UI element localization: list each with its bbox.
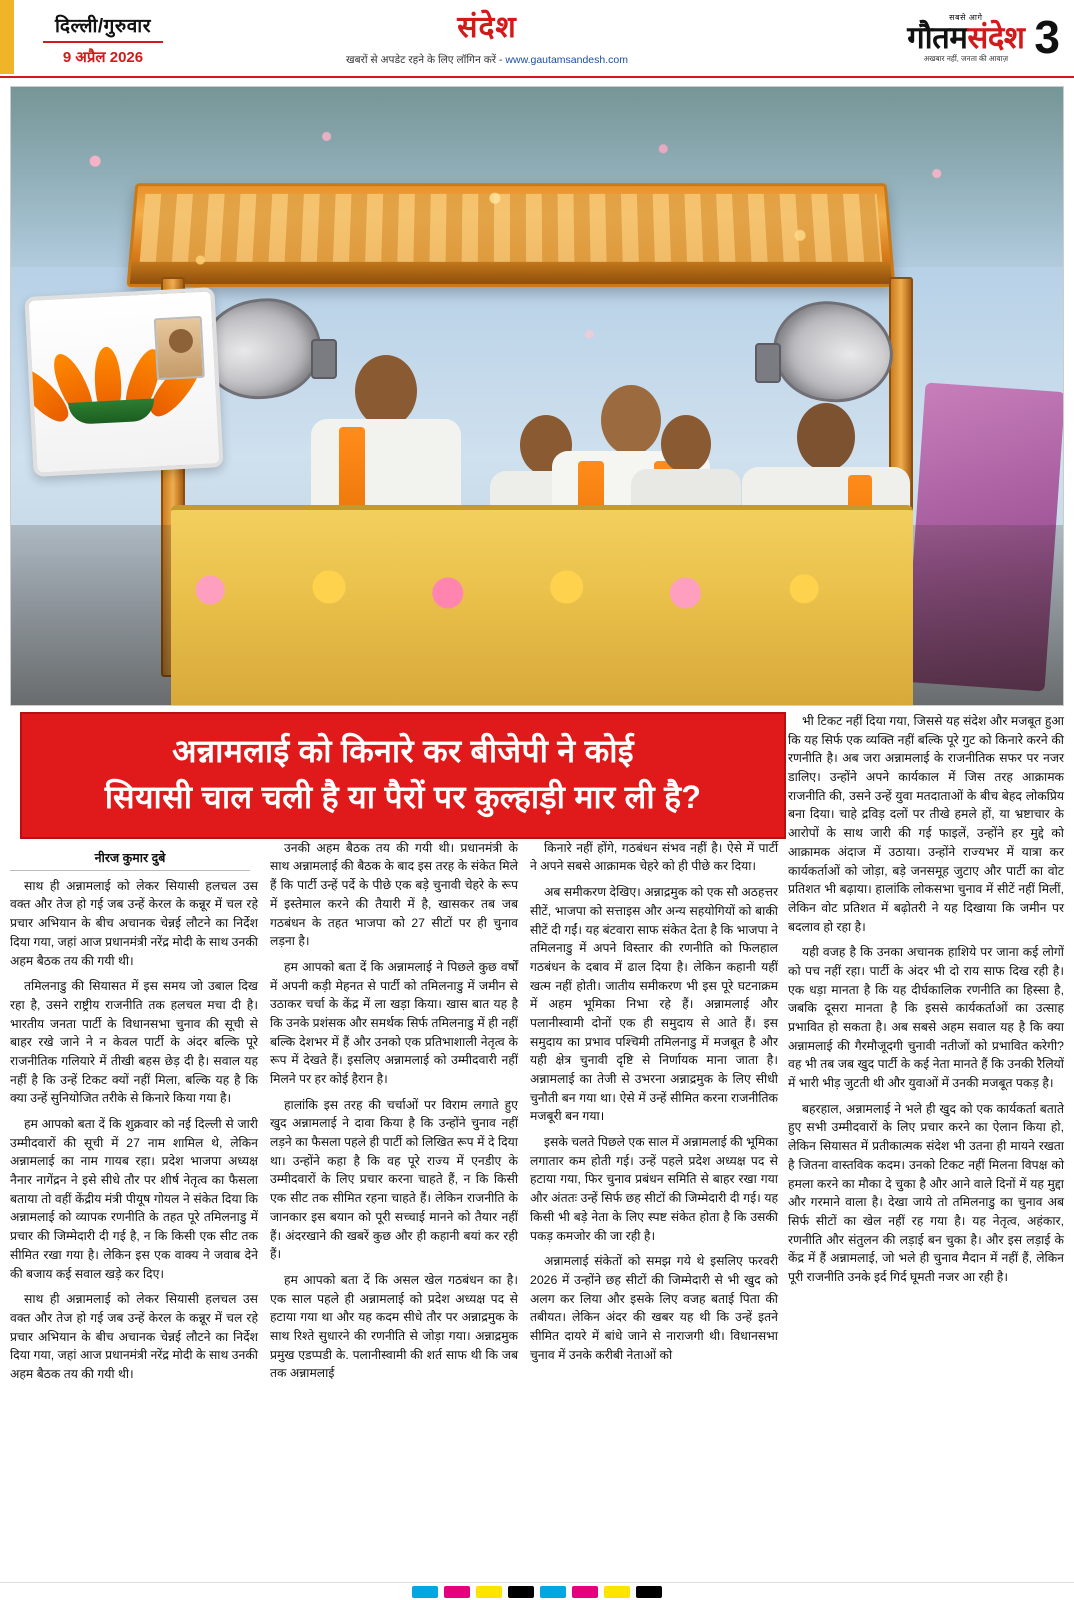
tagline-text: खबरों से अपडेट रहने के लिए लॉगिन करें - bbox=[346, 54, 503, 66]
paragraph: बहरहाल, अन्नामलाई ने भले ही खुद को एक कार्यकर्ता बताते हुए सभी उम्मीदवारों के लिए प्रचार करने का ऐलान किया हो, लेकिन सियासत में प्रतीकात्मक संदेश भी उतना ही मायने रखता है जितना वास्तविक कदम। उनको टिकट नहीं मिलना विपक्ष को हमला करने का मौका दे चुका है और आने वाले दिनों में यह मुद्दा और गरमाने वाला है। देखा जाये तो तमिलनाडु का चुनाव अब सिर्फ सीटों का खेल नहीं रह गया है। यह नेतृत्व, अहंकार, रणनीति और संतुलन की लड़ाई बन चुका है। और इस लड़ाई के केंद्र में हैं अन्नामलाई, जो भले ही चुनाव मैदान में नहीं हैं, लेकिन पूरी राजनीति उनके इर्द गिर्द घूमती नजर आ रही है। bbox=[788, 1101, 1064, 1284]
lotus-icon bbox=[44, 324, 169, 420]
cmyk-swatch-yellow bbox=[476, 1586, 502, 1598]
logo-subtitle: अखबार नहीं, जनता की आवाज़ bbox=[923, 53, 1009, 63]
masthead-tagline bbox=[346, 53, 628, 67]
paragraph: हम आपको बता दें कि शुक्रवार को नई दिल्ली से जारी उम्मीदवारों की सूची में 27 नाम शामिल थे, लेकिन अन्नामलाई का नाम गायब रहा। प्रदेश भाजपा अध्यक्ष नैनार नागेंद्रन ने इसे सीधे तौर पर शीर्ष नेतृत्व का फैसला बताया तो वहीं केंद्रीय मंत्री पीयूष गोयल ने संकेत दिया कि अन्नामलाई को व्यापक रणनीति के तहत पूरे तमिलनाडु में प्रचार की जिम्मेदारी दी गई है, न कि किसी एक सीट तक सीमित रखा गया है। लेकिन इस एक वाक्य ने जवाब देने की बजाय कई सवाल खड़े कर दिए। bbox=[10, 1117, 258, 1281]
masthead-edition-block bbox=[0, 0, 200, 76]
article-column-1 bbox=[10, 839, 258, 1391]
paragraph: इसके चलते पिछले एक साल में अन्नामलाई की भूमिका लगातार कम होती गई। उन्हें पहले प्रदेश अध्यक्ष पद से हटाया गया, फिर चुनाव प्रबंधन समिति से बाहर रखा गया और अंततः उन्हें सिर्फ छह सीटों की जिम्मेदारी दी गई। यह किसी भी बड़े नेता के लिए स्पष्ट संकेत होता है कि उसकी पकड़ कमजोर की जा रही है। bbox=[530, 1135, 778, 1243]
paragraph: भी टिकट नहीं दिया गया, जिससे यह संदेश और मजबूत हुआ कि यह सिर्फ एक व्यक्ति नहीं बल्कि पूरे गुट को किनारे करने की रणनीति है। अब जरा अन्नामलाई के राजनीतिक सफर पर नजर डालिए। उन्होंने अपने कार्यकाल में जिस तरह आक्रामक राजनीति की, उसने उन्हें युवा मतदाताओं के बीच बेहद लोकप्रिय बना दिया। चाहे द्रविड़ दलों पर तीखे हमले हों, या भ्रष्टाचार के आरोपों के साथ जारी की गई फाइलें, उन्होंने हर मुद्दे को आक्रामक अंदाज में उठाया। उन्होंने राज्यभर में यात्रा कर कार्यकर्ताओं को जोड़ा, बड़े जनसमूह जुटाए और पार्टी का वोट प्रतिशत भी बढ़ाया। हालांकि लोकसभा चुनाव में सीटें नहीं मिलीं, लेकिन वोट प्रतिशत में बढ़ोतरी ने यह दिखाया कि जमीन पर बदलाव हो रहा है। bbox=[788, 714, 1064, 934]
masthead-title: संदेश bbox=[457, 11, 517, 44]
paper-logo bbox=[907, 14, 1024, 63]
cmyk-swatch-cyan-2 bbox=[540, 1586, 566, 1598]
byline: नीरज कुमार दुबे bbox=[10, 849, 250, 871]
masthead bbox=[0, 0, 1074, 78]
paragraph: साथ ही अन्नामलाई को लेकर सियासी हलचल उस वक्त और तेज हो गई जब उन्हें केरल के कन्नूर में चल रहे प्रचार अभियान के बीच अचानक चेन्नई लौटने का निर्देश दिया गया, जहां आज प्रधानमंत्री नरेंद्र मोदी के साथ उनकी अहम बैठक तय की गयी थी। bbox=[10, 1292, 258, 1381]
paragraph: हालांकि इस तरह की चर्चाओं पर विराम लगाते हुए खुद अन्नामलाई ने दावा किया है कि उन्होंने चुनाव नहीं लड़ने का फैसला पहले ही पार्टी को लिखित रूप में दे दिया था। उन्होंने कहा है कि वह पूरे राज्य में एनडीए के उम्मीदवारों के लिए प्रचार करना चाहते हैं, न कि किसी एक सीट तक सीमित रहना चाहते हैं। लेकिन राजनीति के जानकार इस बयान को पूरी सच्चाई मानने को तैयार नहीं हैं। अंदरखाने की खबरें कुछ और ही कहानी बयां कर रही हैं। bbox=[270, 1097, 518, 1262]
cmyk-swatch-black-2 bbox=[636, 1586, 662, 1598]
article-columns bbox=[10, 839, 778, 1391]
cmyk-swatch-magenta-2 bbox=[572, 1586, 598, 1598]
photo-canopy bbox=[126, 183, 895, 287]
article-column-4 bbox=[788, 706, 1064, 1294]
masthead-ochre-bar bbox=[0, 0, 14, 74]
party-lotus-sign bbox=[24, 287, 223, 477]
article-column-3 bbox=[530, 839, 778, 1391]
paragraph: हम आपको बता दें कि असल खेल गठबंधन का है। एक साल पहले ही अन्नामलाई को प्रदेश अध्यक्ष पद से हटाया गया था और यह कदम सीधे तौर पर अन्नाद्रमुक के साथ रिश्ते सुधारने की रणनीति से जोड़ा गया। अन्नाद्रमुक प्रमुख एडप्पडी के. पलानीस्वामी की शर्त साफ थी कि जब तक अन्नामलाई bbox=[270, 1272, 518, 1381]
cmyk-swatch-yellow-2 bbox=[604, 1586, 630, 1598]
article-body bbox=[10, 706, 1064, 1391]
paragraph: यही वजह है कि उनका अचानक हाशिये पर जाना कई लोगों को पच नहीं रहा। पार्टी के अंदर भी दो राय साफ दिख रही है। एक धड़ा मानता है कि यह दीर्घकालिक रणनीति का हिस्सा है, जबकि दूसरा मानता है कि इससे कार्यकर्ताओं का उत्साह प्रभावित हो सकता है। अब सबसे अहम सवाल यह है कि क्या अन्नामलाई की गैरमौजूदगी चुनावी नतीजों को प्रभावित करेगी? वह भी तब जब खुद पार्टी के कई नेता मानते हैं कि उनकी रैलियों में भारी भीड़ जुटती थी और युवाओं में उनकी मजबूत पकड़ है। bbox=[788, 945, 1064, 1091]
photo-garland bbox=[131, 560, 923, 620]
edition-rule bbox=[43, 41, 163, 43]
cmyk-swatch-cyan bbox=[412, 1586, 438, 1598]
article-column-2 bbox=[270, 839, 518, 1391]
paragraph: अब समीकरण देखिए। अन्नाद्रमुक को एक सौ अठहत्तर सीटें, भाजपा को सत्ताइस और अन्य सहयोगियों को बाकी सीटें दी गईं। यह बंटवारा साफ संकेत देता है कि भाजपा ने तमिलनाडु में अपने विस्तार की रणनीति को फिलहाल गठबंधन के दबाव में ढाल दिया है। लेकिन कहानी यहीं खत्म नहीं होती। जातीय समीकरण भी इस पूरे घटनाक्रम में अहम भूमिका निभा रहे हैं। अन्नामलाई और पलानीस्वामी दोनों एक ही समुदाय से आते हैं। इस समुदाय का प्रभाव पश्चिमी तमिलनाडु में मजबूत है और यही क्षेत्र चुनावी दृष्टि से निर्णायक माना जाता है। अन्नामलाई का तेजी से उभरना अन्नाद्रमुक के लिए सीधी चुनौती बन गया था। ऐसे में उन्हें सीमित करना राजनीतिक मजबूरी बन गया। bbox=[530, 885, 778, 1124]
logo-word-1: गौतम bbox=[907, 19, 968, 55]
masthead-right bbox=[774, 0, 1074, 76]
paragraph: हम आपको बता दें कि अन्नामलाई ने पिछले कुछ वर्षों में अपनी कड़ी मेहनत से पार्टी को तमिलनाडु में जमीन से उठाकर चर्चा के केंद्र में ला खड़ा किया। खास बात यह है कि उनके प्रशंसक और समर्थक सिर्फ तमिलनाडु में ही नहीं बल्कि देशभर में हैं और उनको एक प्रतिभाशाली नेतृत्व के रूप में देखते हैं। इसलिए अन्नामलाई को उम्मीदवारी नहीं मिलने पर हर कोई हैरान है। bbox=[270, 959, 518, 1087]
paragraph: अन्नामलाई संकेतों को समझ गये थे इसलिए फरवरी 2026 में उन्होंने छह सीटों की जिम्मेदारी से भी खुद को अलग कर लिया और इसके लिए वजह बताई पिता की तबीयत। लेकिन अंदर की खबर यह थी कि उन्हें इतने सीमित दायरे में बांधे जाने से नाराजगी थी। विधानसभा चुनाव में उनके करीबी नेताओं को bbox=[530, 1254, 778, 1362]
page-title bbox=[38, 728, 768, 821]
lead-photo bbox=[10, 86, 1064, 706]
canopy-band bbox=[130, 262, 892, 284]
publication-date: 9 अप्रैल 2026 bbox=[62, 48, 144, 66]
page-number: 3 bbox=[1034, 11, 1060, 64]
paragraph: उनकी अहम बैठक तय की गयी थी। प्रधानमंत्री के साथ अन्नामलाई की बैठक के बाद इस तरह के संकेत मिले हैं कि पार्टी उन्हें पर्दे के पीछे एक बड़े चुनावी चेहरे के रूप में इस्तेमाल करने की तैयारी में है, खासकर तब जब गठबंधन के तहत भाजपा को 27 सीटों पर ही चुनाव लड़ना है। bbox=[270, 840, 518, 949]
website-link[interactable]: www.gautamsandesh.com bbox=[505, 54, 628, 66]
cmyk-swatch-black bbox=[508, 1586, 534, 1598]
paragraph: किनारे नहीं होंगे, गठबंधन संभव नहीं है। ऐसे में पार्टी ने अपने सबसे आक्रामक चेहरे को ही पीछे कर दिया। bbox=[530, 840, 778, 874]
masthead-center bbox=[200, 0, 774, 76]
print-registration-bar bbox=[0, 1582, 1074, 1600]
article-left-block bbox=[10, 706, 778, 1391]
cmyk-swatch-magenta bbox=[444, 1586, 470, 1598]
paragraph: तमिलनाडु की सियासत में इस समय जो उबाल दिख रहा है, उसने राष्ट्रीय राजनीति तक हलचल मचा दी है। भारतीय जनता पार्टी के विधानसभा चुनाव की सूची से बाहर रखे जाने ने न केवल पार्टी के अंदर बल्कि पूरे राजनीतिक गलियारे में तीखी बहस छेड़ दी है। सवाल यह नहीं है कि उन्हें टिकट क्यों नहीं मिला, बल्कि यह है कि क्या उन्हें सुनियोजित तरीके से किनारे किया गया है। bbox=[10, 979, 258, 1106]
headline-line-1: अन्नामलाई को किनारे कर बीजेपी ने कोई bbox=[172, 733, 634, 769]
paragraph: साथ ही अन्नामलाई को लेकर सियासी हलचल उस वक्त और तेज हो गई जब उन्हें केरल के कन्नूर में चल रहे प्रचार अभियान के बीच अचानक चेन्नई लौटने का निर्देश दिया गया, जहां आज प्रधानमंत्री नरेंद्र मोदी के साथ उनकी अहम बैठक तय की गयी थी। bbox=[10, 878, 258, 968]
leader-portrait bbox=[154, 316, 205, 380]
logo-wordmark bbox=[907, 19, 1025, 55]
headline-line-2: सियासी चाल चली है या पैरों पर कुल्हाड़ी मार ली है? bbox=[104, 779, 702, 816]
logo-word-2: संदेश bbox=[967, 19, 1025, 55]
edition-label: दिल्ली/गुरुवार bbox=[55, 15, 151, 37]
headline-box bbox=[20, 712, 786, 839]
logo-top-text: सबसे आगे bbox=[949, 12, 983, 22]
